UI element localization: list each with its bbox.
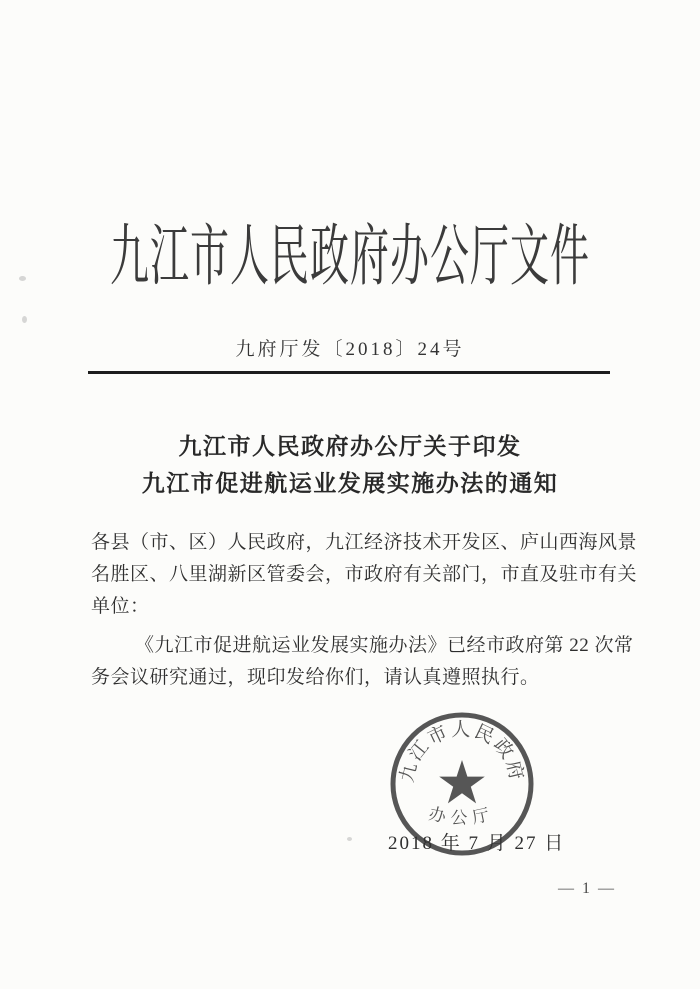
letterhead-title: 九江市人民政府办公厅文件	[109, 218, 590, 297]
document-title-line-1: 九江市人民政府办公厅关于印发	[178, 433, 522, 459]
star-icon	[439, 760, 485, 803]
page-number: — 1 —	[558, 880, 616, 897]
body-paragraph1-line2: 名胜区、八里湖新区管委会，市政府有关部门，市直及驻市有关	[91, 564, 638, 585]
document-title-line-2: 九江市促进航运业发展实施办法的通知	[141, 470, 559, 496]
issue-date: 2018 年 7 月 27 日	[388, 833, 566, 854]
svg-text:办公厅	[427, 804, 497, 828]
body-paragraph1-line1: 各县（市、区）人民政府，九江经济技术开发区、庐山西海风景	[91, 532, 638, 553]
document-title	[0, 428, 700, 502]
seal-bottom-text: 办公厅	[426, 804, 498, 829]
scan-artifact	[19, 276, 26, 281]
document-body	[91, 527, 638, 694]
body-paragraph1-line3: 单位：	[91, 596, 150, 617]
body-paragraph2-line2: 务会议研究通过，现印发给你们，请认真遵照执行。	[91, 667, 540, 688]
body-paragraph2-line1: 《九江市促进航运业发展实施办法》已经市政府第 22 次常	[135, 635, 634, 656]
letterhead-divider-rule	[88, 371, 610, 374]
scan-artifact	[347, 837, 352, 841]
document-number: 九府厅发〔2018〕24号	[235, 339, 465, 360]
seal-arc-text: 九江市人民政府	[395, 718, 529, 785]
scan-artifact	[22, 316, 27, 323]
